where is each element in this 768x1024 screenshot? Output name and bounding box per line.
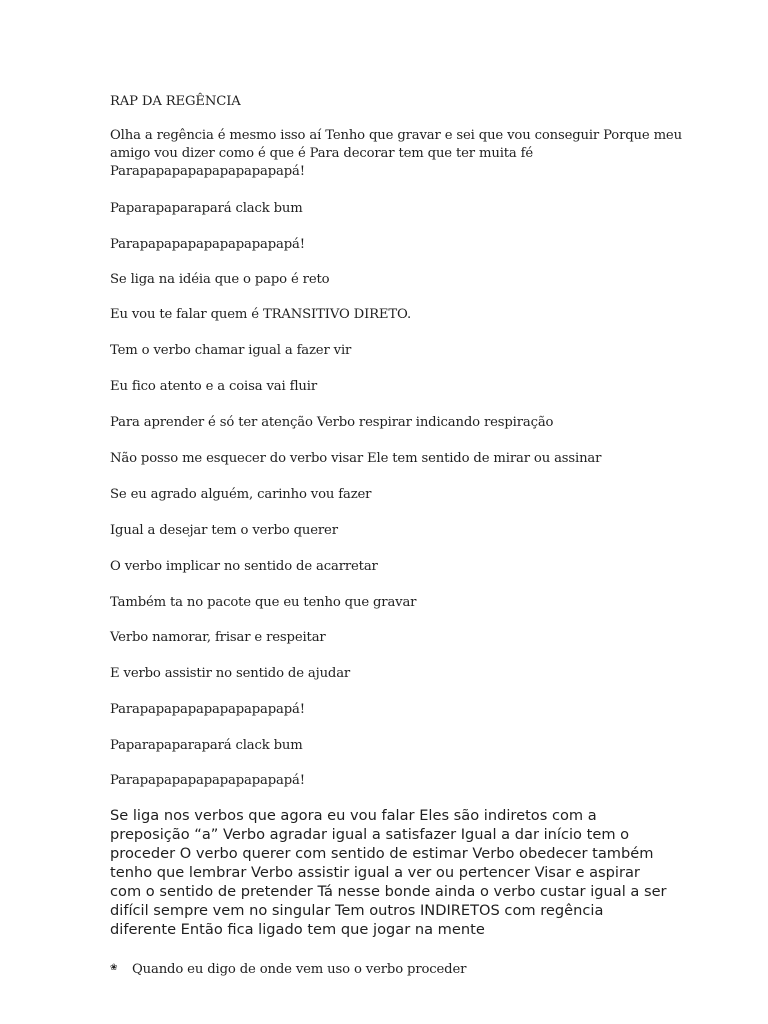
paragraph-line: proceder O verbo querer com sentido de estimar Verbo obedecer também bbox=[110, 845, 654, 862]
paragraph-line: tenho que lembrar Verbo assistir igual a ver ou pertencer Visar e aspirar bbox=[110, 864, 640, 881]
paragraph-line: diferente Então fica ligado tem que jogar na mente bbox=[110, 921, 485, 938]
bullet-text: Quando eu digo de onde vem uso o verbo proceder bbox=[132, 962, 467, 977]
verse-line: Se liga na idéia que o papo é reto bbox=[110, 272, 330, 287]
verse-line: Também ta no pacote que eu tenho que gravar bbox=[110, 595, 417, 610]
verse-line: Paparapaparapará clack bum bbox=[110, 738, 303, 753]
indiretos-paragraph bbox=[110, 806, 670, 939]
intro-paragraph bbox=[110, 127, 682, 181]
document-title: RAP DA REGÊNCIA bbox=[110, 94, 241, 109]
flower-bullet-icon: ❀ bbox=[110, 963, 118, 973]
bullet-item bbox=[110, 962, 466, 977]
verse-line: Se eu agrado alguém, carinho vou fazer bbox=[110, 487, 372, 502]
verse-line: Parapapapapapapapapapapá! bbox=[110, 702, 305, 717]
intro-line: Olha a regência é mesmo isso aí Tenho que gravar e sei que vou conseguir Porque meu bbox=[110, 128, 682, 143]
verse-line: Parapapapapapapapapapapá! bbox=[110, 773, 305, 788]
verse-line: Para aprender é só ter atenção Verbo respirar indicando respiração bbox=[110, 415, 554, 430]
verse-line: Eu fico atento e a coisa vai fluir bbox=[110, 379, 317, 394]
verse-line: Eu vou te falar quem é TRANSITIVO DIRETO. bbox=[110, 307, 411, 322]
intro-line: amigo vou dizer como é que é Para decorar tem que ter muita fé bbox=[110, 146, 534, 161]
paragraph-line: com o sentido de pretender Tá nesse bonde ainda o verbo custar igual a ser bbox=[110, 883, 667, 900]
verse-line: Parapapapapapapapapapapá! bbox=[110, 237, 305, 252]
verse-line: O verbo implicar no sentido de acarretar bbox=[110, 559, 378, 574]
verse-line: E verbo assistir no sentido de ajudar bbox=[110, 666, 351, 681]
intro-line: Parapapapapapapapapapapá! bbox=[110, 164, 305, 179]
verse-line: Tem o verbo chamar igual a fazer vir bbox=[110, 343, 352, 358]
paragraph-line: preposição “a” Verbo agradar igual a satisfazer Igual a dar início tem o bbox=[110, 826, 630, 843]
verse-line: Igual a desejar tem o verbo querer bbox=[110, 523, 338, 538]
paragraph-line: difícil sempre vem no singular Tem outros INDIRETOS com regência bbox=[110, 902, 604, 919]
verse-line: Paparapaparapará clack bum bbox=[110, 201, 303, 216]
verse-line: Verbo namorar, frisar e respeitar bbox=[110, 630, 326, 645]
verse-line: Não posso me esquecer do verbo visar Ele tem sentido de mirar ou assinar bbox=[110, 451, 602, 466]
paragraph-line: Se liga nos verbos que agora eu vou falar Eles são indiretos com a bbox=[110, 807, 597, 824]
